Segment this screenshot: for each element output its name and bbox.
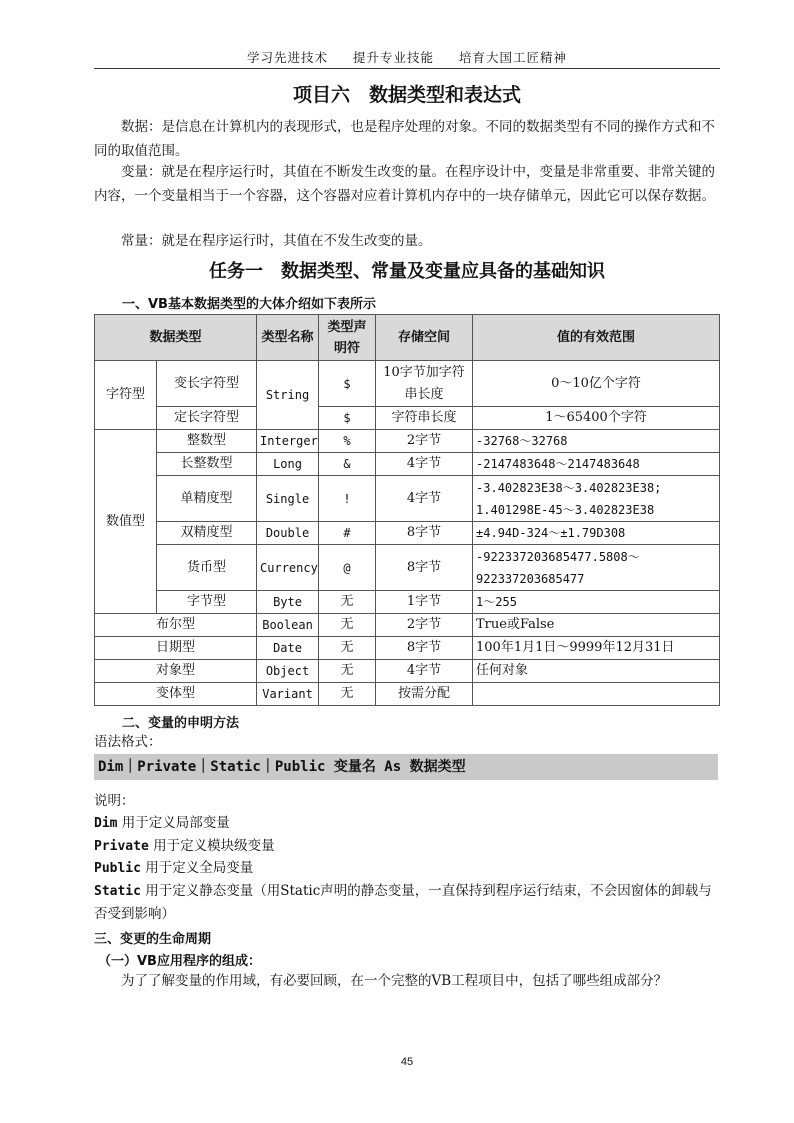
closing-paragraph: 为了了解变量的作用域，有必要回顾，在一个完整的VB工程项目中，包括了哪些组成部分？ [121,973,668,989]
cell: Interger [257,430,319,453]
intro-paragraph-constant: 常量：就是在程序运行时，其值在不发生改变的量。 [121,233,432,249]
table-row [95,430,720,453]
cell: Variant [257,683,319,706]
table-row [95,476,720,522]
header-rule [94,68,720,69]
syntax-label: 语法格式： [94,734,162,750]
header-item: 学习先进技术 [246,50,328,65]
cell: 单精度型 [157,476,257,522]
cell: 0～10亿个字符 [473,361,720,407]
explain-item: Public 用于定义全局变量 [94,860,254,876]
cell: 整数型 [157,430,257,453]
cell: 4字节 [376,660,473,683]
cell: 无 [319,591,376,614]
cell: Long [257,453,319,476]
table-row [95,591,720,614]
explain-item: Private 用于定义模块级变量 [94,838,275,854]
intro-paragraph-data: 数据：是信息在计算机内的表现形式，也是程序处理的对象。不同的数据类型有不同的操作方式和不同的取值范围。 [94,119,715,159]
cell: 8字节 [376,637,473,660]
column-header: 类型名称 [257,315,319,361]
explain-item: Dim 用于定义局部变量 [94,815,230,831]
table-row [95,683,720,706]
cell: 10字节加字符串长度 [376,361,473,407]
cell: 1～255 [473,591,720,614]
cell: 8字节 [376,545,473,591]
cell: 2字节 [376,430,473,453]
cell: % [319,430,376,453]
cell: -32768～32768 [473,430,720,453]
cell: 长整数型 [157,453,257,476]
table-row [95,614,720,637]
cell: 货币型 [157,545,257,591]
group-cell: 数值型 [95,430,157,614]
cell: $ [319,361,376,407]
cell: 双精度型 [157,522,257,545]
cell: 字节型 [157,591,257,614]
cell: Byte [257,591,319,614]
cell: 4字节 [376,453,473,476]
cell: 变长字符型 [157,361,257,407]
cell: 1字节 [376,591,473,614]
column-header: 类型声明符 [319,315,376,361]
table-row [95,407,720,430]
page-header [94,48,720,66]
syntax-box: Dim｜Private｜Static｜Public 变量名 As 数据类型 [94,754,718,780]
header-item: 培育大国工匠精神 [458,50,567,65]
cell: -3.402823E38～3.402823E38; 1.401298E-45～3.402823E38 [473,476,720,522]
cell: # [319,522,376,545]
cell: 按需分配 [376,683,473,706]
cell: 变体型 [95,683,257,706]
task-title: 任务一 数据类型、常量及变量应具备的基础知识 [209,261,605,282]
cell: 日期型 [95,637,257,660]
cell: 100年1月1日～9999年12月31日 [473,637,720,660]
page-number: 45 [400,1056,414,1068]
data-type-table [94,314,720,706]
table-header-row [95,315,720,361]
cell: Object [257,660,319,683]
cell: 字符串长度 [376,407,473,430]
cell: $ [319,407,376,430]
cell: 定长字符型 [157,407,257,430]
cell: 无 [319,614,376,637]
subsection-heading: （一）VB应用程序的组成： [98,954,261,969]
cell: Boolean [257,614,319,637]
cell: 1～65400个字符 [473,407,720,430]
intro-paragraph-variable: 变量：就是在程序运行时，其值在不断发生改变的量。在程序设计中，变量是非常重要、非常关键的内容，一个变量相当于一个容器，这个容器对应着计算机内存中的一块存储单元，因此它可以保存数据。 [94,164,715,204]
cell: ! [319,476,376,522]
section-heading: 二、变量的申明方法 [122,716,240,731]
section-heading: 一、VB基本数据类型的大体介绍如下表所示 [122,297,376,312]
table-row [95,361,720,407]
table-row [95,637,720,660]
cell: True或False [473,614,720,637]
cell: -922337203685477.5808～ 922337203685477 [473,545,720,591]
cell: Single [257,476,319,522]
table-row [95,660,720,683]
cell: String [257,361,319,430]
cell: 无 [319,683,376,706]
section-heading: 三、变更的生命周期 [94,932,212,947]
header-item: 提升专业技能 [352,50,434,65]
explain-item: Static 用于定义静态变量（用Static声明的静态变量，一直保持到程序运行结束，不会因窗体的卸载与否受到影响） [94,883,712,922]
cell: & [319,453,376,476]
cell: 无 [319,660,376,683]
cell: @ [319,545,376,591]
table-row [95,453,720,476]
cell: 无 [319,637,376,660]
column-header: 值的有效范围 [473,315,720,361]
cell: 布尔型 [95,614,257,637]
cell: 任何对象 [473,660,720,683]
explain-label: 说明： [94,793,135,809]
cell: Double [257,522,319,545]
cell: 对象型 [95,660,257,683]
column-header: 数据类型 [95,315,257,361]
column-header: 存储空间 [376,315,473,361]
cell [473,683,720,706]
cell: Date [257,637,319,660]
table-row [95,522,720,545]
cell: 8字节 [376,522,473,545]
cell: -2147483648～2147483648 [473,453,720,476]
chapter-title: 项目六 数据类型和表达式 [292,84,521,106]
table-row [95,545,720,591]
cell: 4字节 [376,476,473,522]
cell: 2字节 [376,614,473,637]
cell: Currency [257,545,319,591]
group-cell: 字符型 [95,361,157,430]
cell: ±4.94D-324～±1.79D308 [473,522,720,545]
